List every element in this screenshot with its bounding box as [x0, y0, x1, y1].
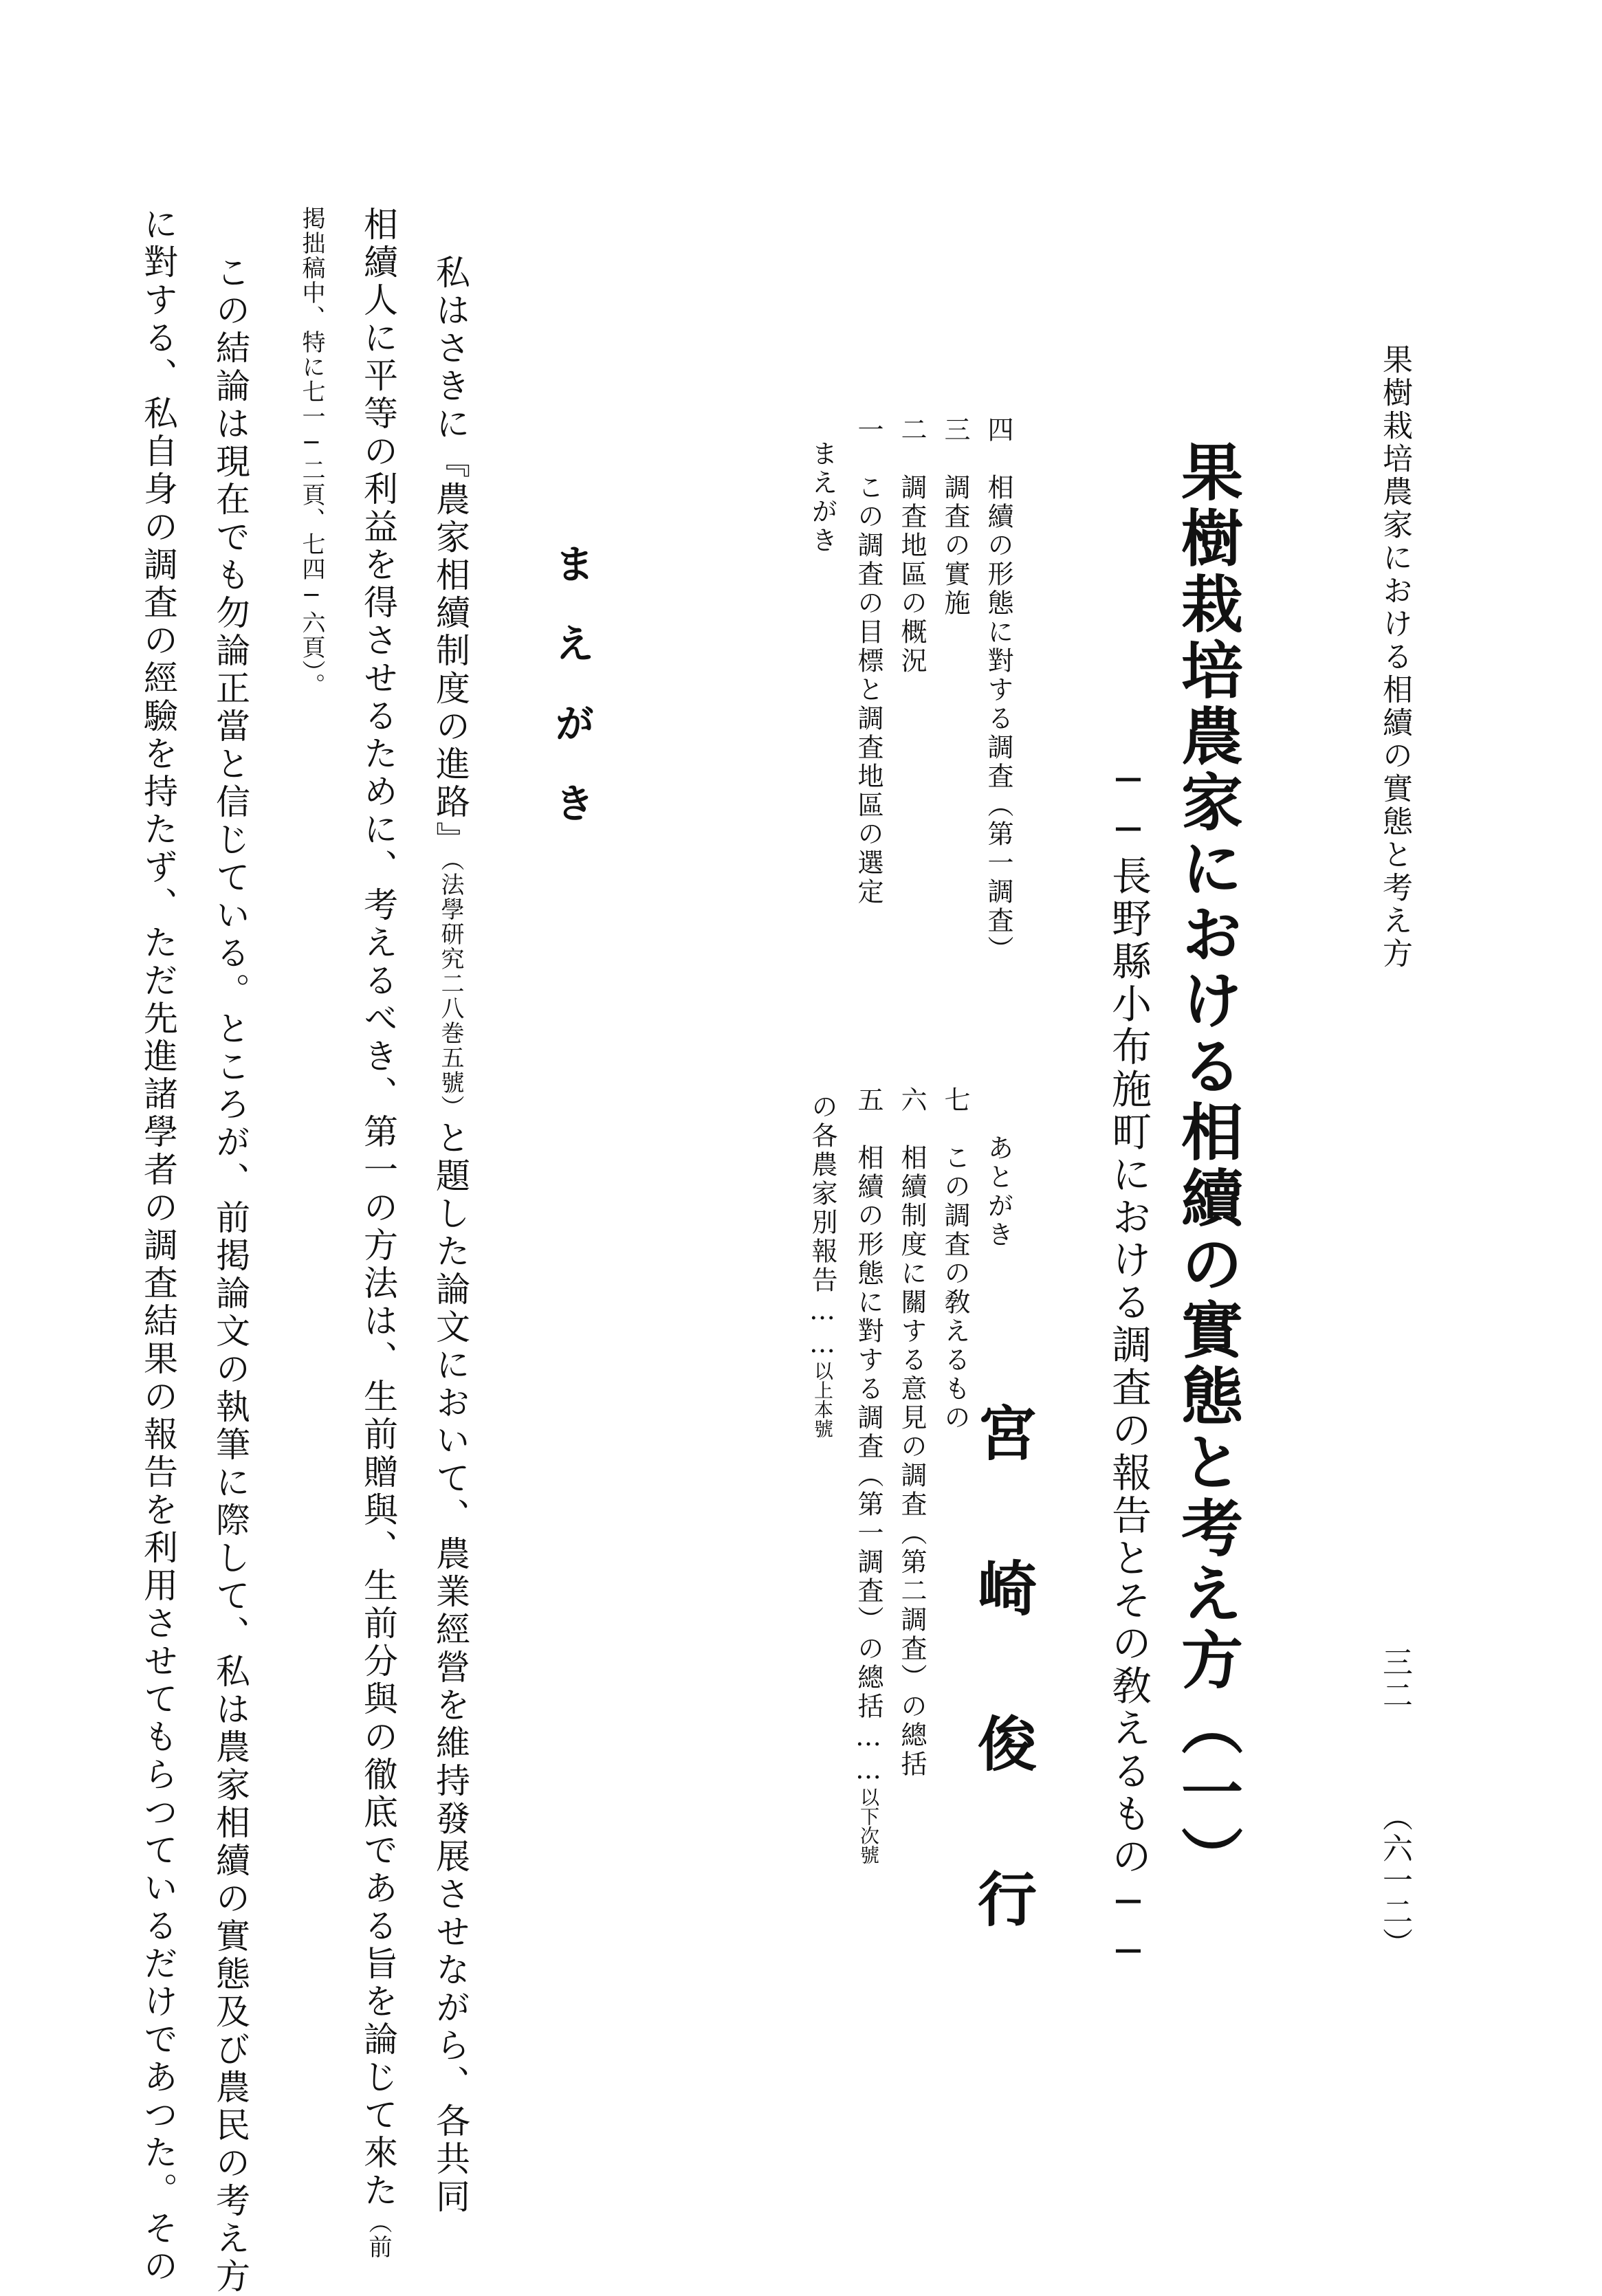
issue-page-number: （六一二）	[1377, 1801, 1412, 1959]
author-name: 宮崎俊行	[967, 1402, 1037, 2024]
body-line	[358, 206, 398, 2260]
toc-note-next-issue: 以下次號	[857, 1787, 880, 1864]
running-header: 果樹栽培農家における相續の實態と考え方	[1377, 344, 1412, 971]
body-text: と題した論文において、農業經營を維持發展させながら、各共同	[430, 1120, 470, 2216]
toc-item: 七 この調査の敎えるもの	[940, 1086, 970, 1433]
toc-heading: まえがき	[807, 440, 837, 555]
toc-note-this-issue: 以上本號	[811, 1361, 834, 1438]
article-title: 果樹栽培農家における相續の實態と考え方（一）	[1170, 440, 1243, 1892]
toc-item-text: の各農家別報告……	[807, 1093, 837, 1361]
toc-item: 四 相續の形態に對する調査（第一調査）	[983, 416, 1013, 964]
toc-item-continued	[809, 1093, 835, 1438]
toc-item: 一 この調査の目標と調査地區の選定	[853, 416, 884, 907]
body-line: 掲拙稿中、特に七一─二頁、七四─六頁）。	[298, 206, 325, 698]
body-text: 私はさきに『農家相續制度の進路』	[430, 254, 470, 859]
toc-item: 三 調査の實施	[940, 416, 970, 618]
toc-item: あとがき	[983, 1134, 1013, 1250]
page-number: 三二	[1377, 1646, 1412, 1712]
body-text: 相續人に平等の利益を得させるために、考えるべき、第一の方法は、生前贈與、生前分與の徹底である旨を論じて來た	[358, 206, 398, 2210]
article-subtitle: ──長野縣小布施町における調査の報告とその敎えるもの──	[1105, 756, 1152, 1977]
section-heading: まえがき	[548, 543, 595, 862]
toc-item	[853, 1086, 884, 1864]
toc-item: 六 相續制度に關する意見の調査（第二調査）の總括	[897, 1086, 927, 1779]
toc-item-text: 五 相續の形態に對する調査（第一調査）の總括……	[853, 1086, 884, 1787]
citation-note: （法學研究二八巻五號）	[437, 859, 464, 1120]
citation-note: （前	[364, 2210, 392, 2260]
body-line: に對する、私自身の調査の經驗を持たず、ただ先進諸學者の調査結果の報告を利用させてもらつているだけであつた。その	[138, 206, 178, 2286]
body-line	[430, 254, 470, 2216]
body-line: この結論は現在でも勿論正當と信じている。ところが、前掲論文の執筆に際して、私は農家相續の實態及び農民の考え方	[210, 254, 250, 2296]
toc-item: 二 調査地區の概況	[897, 416, 927, 676]
